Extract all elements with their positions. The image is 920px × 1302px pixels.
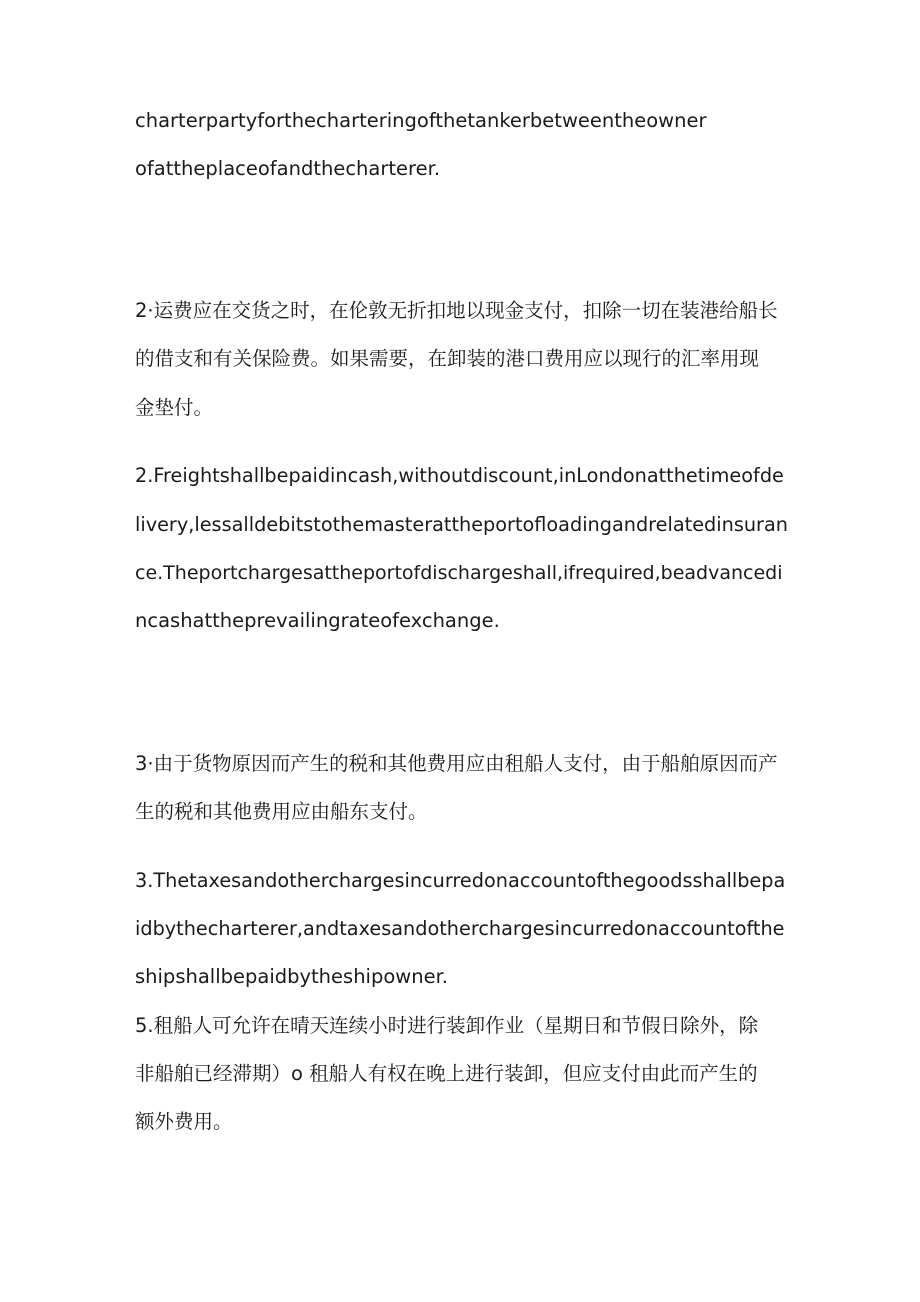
clause-5-zh-line-2: 非船舶已经滞期）o 租船人有权在晚上进行装卸，但应支付由此而产生的 [135,1062,758,1085]
clause-5-zh-line-3: 额外费用。 [135,1110,233,1133]
intro-line-1: charterpartyforthecharteringofthetankerbetweentheowner [135,109,707,132]
clause-3-zh-line-2: 生的税和其他费用应由船东支付。 [135,800,428,823]
clause-2-en-line-4: ncashattheprevailingrateofexchange. [135,609,500,632]
clause-5-zh-line-1: 5.租船人可允许在晴天连续小时进行装卸作业（星期日和节假日除外，除 [135,1014,759,1037]
clause-3-zh-line-1: 3·由于货物原因而产生的税和其他费用应由租船人支付，由于船舶原因而产 [135,752,778,775]
clause-2-zh-line-2: 的借支和有关保险费。如果需要，在卸装的港口费用应以现行的汇率用现 [135,347,760,370]
clause-3-en-line-2: idbythecharterer,andtaxesandotherchargesincurredonaccountofthe [135,917,785,940]
clause-2-zh-line-1: 2·运费应在交货之时，在伦敦无折扣地以现金支付，扣除一切在装港给船长 [135,299,778,322]
clause-3-en-line-3: shipshallbepaidbytheshipowner. [135,965,449,988]
clause-2-zh-line-3: 金垫付。 [135,396,214,419]
clause-2-en-line-1: 2.Freightshallbepaidincash,withoutdiscount,inLondonatthetimeofde [135,464,784,487]
clause-3-en-line-1: 3.Thetaxesandotherchargesincurredonaccountofthegoodsshallbepa [135,869,786,892]
intro-line-2: ofattheplaceofandthecharterer. [135,157,441,180]
clause-2-en-line-3: ce.Theportchargesattheportofdischargeshall,ifrequired,beadvancedi [135,562,783,584]
clause-2-en-line-2: livery,lessalldebitstothemasterattheportofloadingandrelatedinsuran [135,513,788,536]
